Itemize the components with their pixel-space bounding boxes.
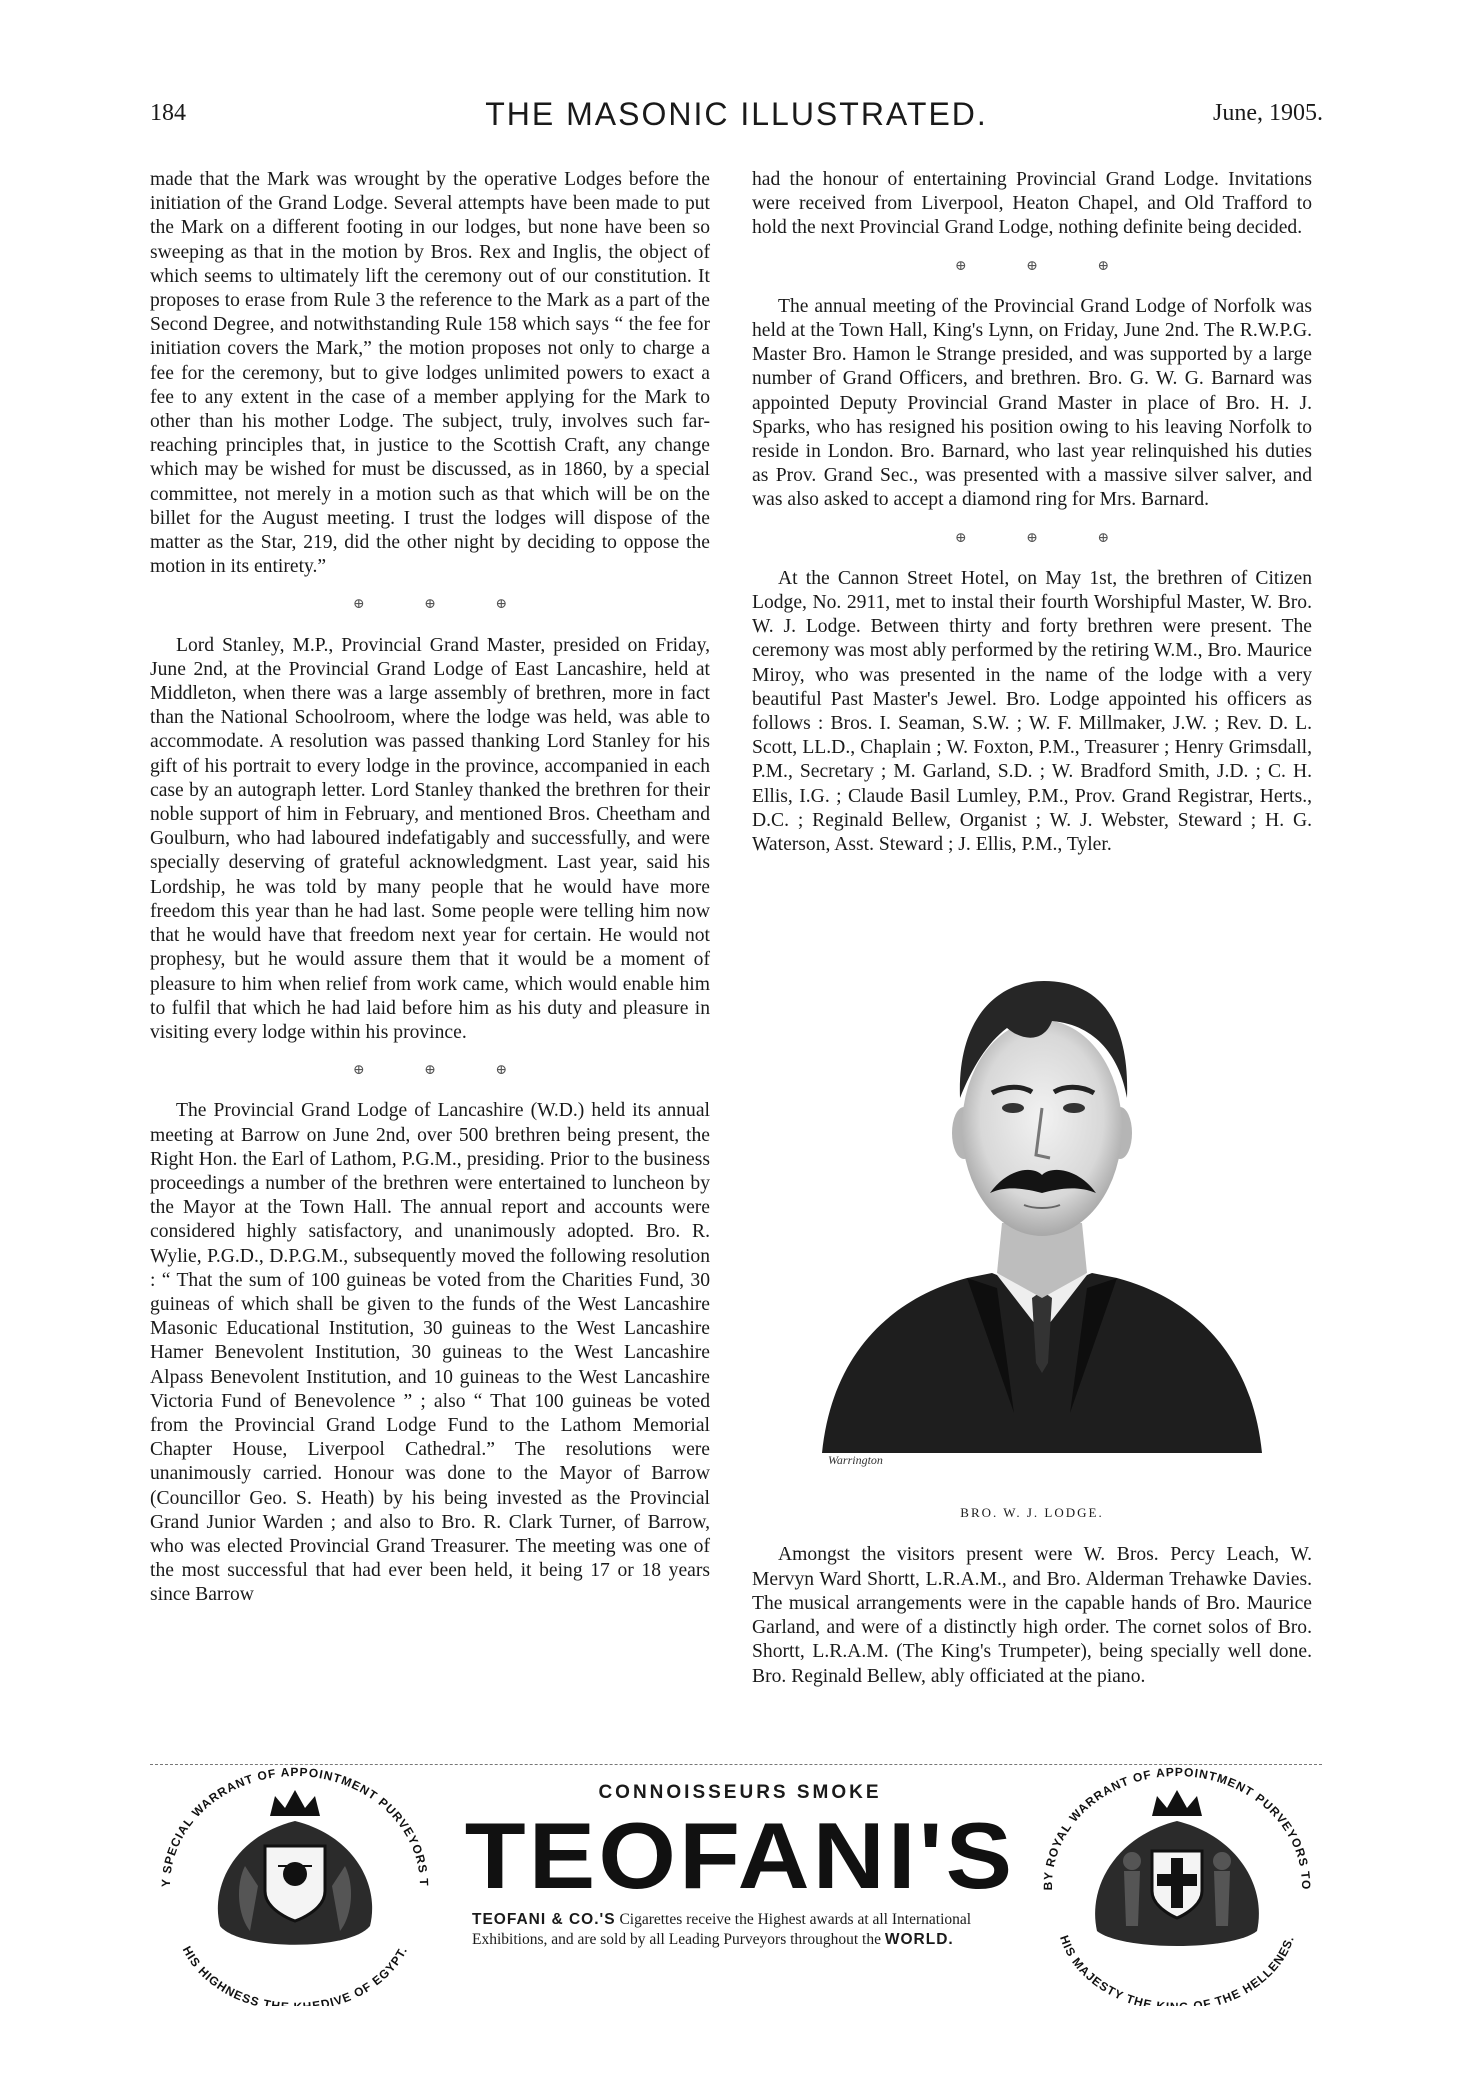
section-separator: ⊕ ⊕ ⊕ [352, 1063, 536, 1079]
khedive-crest-bottom-text: HIS HIGHNESS TH EDIVE OF EGYPT. [179, 1943, 411, 2006]
advertisement-world: WORLD. [884, 1931, 954, 1948]
hellenes-crest-top-text: BY ROYAL WARRANT OF APPOINTMENT PURVEYORS TO [1040, 1766, 1314, 1891]
hellenes-crest-icon [1032, 1766, 1322, 2006]
advertisement-brand: TEOFANI'S [464, 1803, 1016, 1908]
svg-text:HIS HIGHNESS THE KHEDIVE OF EG [180, 1944, 411, 2006]
hellenes-crest-bottom-text: HIS MAJESTY THE OF THE HELLENES. [1057, 1933, 1297, 2006]
advertisement-body-text: Cigarettes receive the Highest awards at all International Exhibitions, and are sold by all Leading Purveyors throughout the [472, 1911, 972, 1948]
right-column [752, 168, 1312, 1689]
page-header [0, 0, 1473, 160]
khedive-crest-icon [150, 1766, 440, 2006]
khedive-crest-top-text: Y SPECIAL WARRANT OF APPOINTMENT PURVEYORS T [158, 1766, 432, 1888]
article-paragraph-mark-motion: made that the Mark was wrought by the operative Lodges before the initiation of the Grand Lodge. Several attempts have been made to put the Mark on a different footing in our lodges, but none have been so sweeping as that in the motion by Bros. Rex and Inglis, the object of which seems to ultimately lift the ceremony out of our constitution. It proposes to erase from Rule 3 the reference to the Mark as a part of the Second Degree, and notwithstanding Rule 158 which says “ the fee for initiation covers the Mark,” the motion proposes not only to charge a fee for the ceremony, but to give lodges unlimited powers to exact a fee to any extent in the case of a member applying for the Mark to other than his mother Lodge. The subject, truly, involves such far-reaching principles that, in justice to the Scottish Craft, any change which may be wished for must be discussed, as in 1860, by a special committee, not merely in a motion such as that which will be on the billet for the August meeting. I trust the lodges will dispose of the matter as the Star, 219, did the other night by deciding to oppose the motion in its entirety.” [150, 169, 710, 578]
section-separator: ⊕ ⊕ ⊕ [954, 530, 1138, 546]
hellenes-crest [1032, 1766, 1322, 2006]
issue-date: June, 1905. [1213, 100, 1323, 126]
advertisement-teofani [150, 1766, 1322, 2006]
advertisement-center [450, 1782, 1030, 1950]
advertisement-body [450, 1910, 1030, 1950]
left-column [150, 168, 710, 1608]
article-paragraph-citizen-lodge: At the Cannon Street Hotel, on May 1st, the brethren of Citizen Lodge, No. 2911, met to instal their fourth Worshipful Master, W. Bro. W. J. Lodge. Between thirty and forty brethren were present. The ceremony was most ably performed by the retiring W.M., Bro. Maurice Miroy, who was presented in the name of the lodge with a very beautiful Past Master's Jewel. Bro. Lodge appointed his officers as follows : Bros. I. Seaman, S.W. ; W. F. Millmaker, J.W. ; Rev. D. L. Scott, LL.D., Chaplain ; W. Foxton, P.M., Treasurer ; Henry Grimsdall, P.M., Secretary ; M. Garland, S.D. ; W. Bradford Smith, J.D. ; C. H. Ellis, I.G. ; Claude Basil Lumley, P.M., Prov. Grand Registrar, Herts., D.C. ; Reginald Bellew, Organist ; W. J. Webster, Steward ; H. G. Waterson, Asst. Steward ; J. Ellis, P.M., Tyler. [752, 567, 1312, 856]
article-paragraph-east-lancashire: Lord Stanley, M.P., Provincial Grand Master, presided on Friday, June 2nd, at the Provincial Grand Lodge of East Lancashire, held at Middleton, when there was a large assembly of brethren, more in fact than the National Schoolroom, where the lodge was held, was able to accommodate. A resolution was passed thanking Lord Stanley for his gift of his portrait to every lodge in the province, accompanied in each case by an autograph letter. Lord Stanley thanked the brethren for their noble support of him in February, and mentioned Bros. Cheetham and Goulburn, who had laboured indefatigably and successfully, and were specially deserving of grateful acknowledgment. Last year, said his Lordship, he was told by many people that he would have more freedom this year than he had last. Some people were telling him now that he would have that freedom next year for certain. He would not prophesy, but he would assure them that it would be a moment of pleasure to him when relief from work came, which would enable him to fulfil that which he had laid before him as his duty and pleasure in visiting every lodge within his province. [150, 634, 710, 1043]
portrait-caption: BRO. W. J. LODGE. [960, 1505, 1104, 1521]
advertisement-divider [150, 1764, 1322, 1765]
article-paragraph-barrow-continued: had the honour of entertaining Provincial Grand Lodge. Invitations were received from Liverpool, Heaton Chapel, and Old Trafford to hold the next Provincial Grand Lodge, nothing definite being decided. [752, 169, 1312, 239]
advertisement-company: TEOFANI & CO.'S [472, 1911, 616, 1928]
article-paragraph-visitors: Amongst the visitors present were W. Bros. Percy Leach, W. Mervyn Ward Shortt, L.R.A.M., and Bro. Alderman Trehawke Davies. The musical arrangements were in the capable hands of Bro. Maurice Garland, and were of a distinctly high order. The cornet solos of Bro. Shortt, L.R.A.M. (The King's Trumpeter), being specially well done. Bro. Reginald Bellew, ably officiated at the piano. [752, 1544, 1312, 1687]
page-number: 184 [150, 100, 186, 126]
khedive-crest [150, 1766, 440, 2006]
photo-credit: Warrington [828, 1453, 883, 1468]
article-paragraph-west-lancashire: The Provincial Grand Lodge of Lancashire (W.D.) held its annual meeting at Barrow on June 2nd, over 500 brethren being present, the Right Hon. the Earl of Lathom, P.G.M., presiding. Prior to the business proceedings a number of the brethren were entertained to luncheon by the Mayor at the Town Hall. The annual report and accounts were considered highly satisfactory, and unanimously adopted. Bro. R. Wylie, P.G.D., D.P.G.M., subsequently moved the following resolution : “ That the sum of 100 guineas be voted from the Charities Fund, 30 guineas of which shall be given to the funds of the West Lancashire Masonic Educational Institution, 30 guineas to the West Lancashire Hamer Benevolent Institution, 30 guineas to the West Lancashire Alpass Benevolent Institution, and 10 guineas to the West Lancashire Victoria Fund of Benevolence ” ; also “ That 100 guineas be voted from the Provincial Grand Lodge Fund to the Lathom Memorial Chapter House, Liverpool Cathedral.” The resolutions were unanimously carried. Honour was done to the Mayor of Barrow (Councillor Geo. S. Heath) by his being invested as the Provincial Grand Junior Warden ; and also to Bro. R. Clark Turner, of Barrow, who was elected Provincial Grand Treasurer. The meeting was one of the most successful that had ever been held, it being 17 or 18 years since Barrow [150, 1100, 710, 1606]
portrait-figure [752, 893, 1312, 1493]
advertisement-tagline: CONNOISSEURS SMOKE [598, 1782, 882, 1803]
portrait-image [752, 893, 1312, 1493]
article-paragraph-norfolk: The annual meeting of the Provincial Grand Lodge of Norfolk was held at the Town Hall, King's Lynn, on Friday, June 2nd. The R.W.P.G. Master Bro. Hamon le Strange presided, and was supported by a large number of Grand Officers, and brethren. Bro. G. W. G. Barnard was appointed Deputy Provincial Grand Master in place of Bro. H. J. Sparks, who has resigned his position owing to his leaving Norfolk to reside in London. Bro. Barnard, who last year relinquished his duties as Prov. Grand Sec., was presented with a massive silver salver, and was also asked to accept a diamond ring for Mrs. Barnard. [752, 295, 1312, 511]
publication-title: THE MASONIC ILLUSTRATED. [485, 96, 988, 132]
section-separator: ⊕ ⊕ ⊕ [954, 258, 1138, 274]
section-separator: ⊕ ⊕ ⊕ [352, 597, 536, 613]
